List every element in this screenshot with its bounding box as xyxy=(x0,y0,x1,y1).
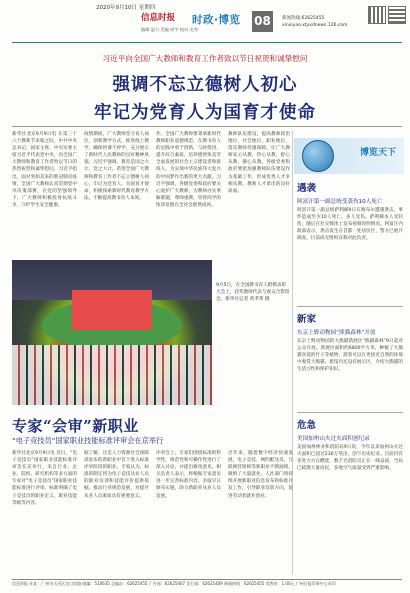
photo-crowd xyxy=(12,345,212,405)
photo-stage xyxy=(72,290,152,330)
header-divider xyxy=(12,42,402,43)
main-kicker: 习近平向全国广大教师和教育工作者致以节日祝贺和诚挚慰问 xyxy=(102,54,308,63)
sidebar-item3-body: 美国加州林业和消防局9日说，今年以来加州山火过火面积已超过230万英亩，创下历史纪录。目前仍有多处大火在燃烧，数千名消防员正在一线奋战，当局已疏散大量居民，多地空气质量受到严重影响。 xyxy=(297,445,403,472)
main-body-col1: 新华社北京9月9日电 在第三十六个教师节来临之际，中共中央总书记、国家主席、中央军委主席习近平代表党中央，向全国广大教师和教育工作者致以节日的热烈祝贺和诚挚慰问。习近平指出，面对突如其来的新冠肺炎疫情，全国广大教师认真贯彻党中央决策部署，在党的坚强领导下，广大教师积极投身抗疫斗争，守护学生安全健康。 xyxy=(12,132,77,208)
issue-date: 2020年9月10日 星期四 xyxy=(96,5,156,11)
headline-divider xyxy=(12,126,402,127)
lower-body-col4: 近年来，随着数字经济快速发展，电子竞技、网约配送员、互联网营销师等新职业不断涌现，吸纳了大量就业。人社部门将持续开展新职业信息发布和标准开发工作，引导职业培训方向，促进劳动者就业创业。 xyxy=(228,451,293,499)
main-body-col3: 作。全国广大教师要秉承新时代教师职业道德规范，在教书育人的实践中勇于创新，与时俱进，提升综合素质，培养德智体美劳全面发展的社会主义建设者和接班人，为实现中华民族伟大复兴的中国梦作出新的更大贡献。习近平强调，各级党委和政府要关心爱护广大教师，为教师办实事解难题，尊师重教、崇智尚学的浓厚氛围在全社会蔚然成风。 xyxy=(156,132,221,208)
sidebar-item2-head: 新家 xyxy=(297,314,317,325)
sidebar-divider-2 xyxy=(297,412,403,413)
photo-caption: 9月5日，在全国教书育人楷模表彰大会上，获奖教师代表与观众合影留念。新华社记者 黄孝邦 摄 xyxy=(216,283,290,303)
lower-body-col3: 评审会上，专家们围绕标准的科学性、规范性和可操作性进行了深入讨论，并提出修改意见。相关负责人表示，将根据专家意见进一步完善标准内容，争取早日颁布实施，助力新职业从业人员发展。 xyxy=(156,451,221,499)
section-title: 时政·博览 xyxy=(192,14,241,26)
qr-code-icon xyxy=(368,6,386,24)
main-body-col4: 教师队伍建设，提高教师政治地位、社会地位、职业地位，落实教师待遇保障，让广大教师安心从教、热心从教、舒心从教、静心从教。各级党委和政府要把加强教师队伍建设作为基础工作，形成优秀人才争相从教、教师人才辈出的良好局面。 xyxy=(228,132,290,194)
lower-body-col2: 据了解，这是人力资源社会保障部发布的新职业中首个进入标准评审阶段的职业。专家认为，标准的制定将为电子竞技从业人员的职业培训和技能评价提供依据，推动行业规范发展，对提升从业人员素质具有重要意义。 xyxy=(84,451,149,499)
main-headline-line1: 强调不忘立德树人初心 xyxy=(112,75,298,95)
sidebar-item1-head: 遇袭 xyxy=(297,183,317,194)
sidebar-divider-1 xyxy=(297,306,403,307)
lower-body-col1: 新华社北京9月9日电 近日，“电子竞技员”国家职业技能标准评审会在京举行，来自行业、企业、院校、研究机构等多方面的专家对“电子竞技员”国家职业技能标准进行评审。标准明确了电子竞技员的职业定义、职业技能等级等内容。 xyxy=(12,451,77,506)
news-hotline: 新闻热线:62625455 xyxy=(282,16,325,21)
page-header xyxy=(0,0,410,44)
sidebar-item3-sub: 美国加州山火过火面积创纪录 xyxy=(297,436,370,442)
qr-code-icon xyxy=(388,6,406,24)
sidebar-item1-sub: 阿富汗第一副总统受袭伤10人死亡 xyxy=(297,199,383,205)
lower-headline: 专家“会审”新职业 xyxy=(12,417,139,435)
sidebar-item2-sub: 东京上野动物园“熊猫森林”开放 xyxy=(297,330,376,336)
sidebar-title: 博览天下 xyxy=(360,148,397,158)
editor-credits: 编辑 温力 美编 胡宇 校对 龙秀 xyxy=(141,27,198,32)
sidebar-item1-body: 阿富汗第一副总统萨利赫9日在喀布尔遭遇袭击，事件造成至少10人死亡、多人受伤。萨利赫本人受轻伤，随后在社交媒体上发布视频说明情况。阿富汗内政部表示，袭击发生在首都一处居民区，警方已展开调查，目前尚无组织宣称对此负责。 xyxy=(297,208,403,242)
globe-icon xyxy=(302,140,334,172)
sidebar-item3-head: 危急 xyxy=(297,420,317,431)
footer-divider xyxy=(12,579,402,580)
main-body-col2: 疫情期间，广大教师坚守育人岗位，创新教学方式，推进线上教学，确保停课不停学，充分展示了新时代人民教师的良好精神风貌。习近平强调，教育是国之大计、党之大计。希望全国广大教师和教育工作者不忘立德树人初心，牢记为党育人、为国育才使命，积极探索新时代教育教学方法，不断提高教书育人本领。 xyxy=(84,132,149,201)
page-number: 08 xyxy=(252,11,273,32)
main-headline-line2: 牢记为党育人为国育才使命 xyxy=(94,103,316,123)
website: xinxiyao.xtyxdnews.126.com xyxy=(282,23,348,28)
newspaper-logo: 信息时报 xyxy=(141,13,176,23)
page-footer: 信息时报 社址：广州市天河区龙口西路 邮编：510635 总编办：62625455 广告部：62625407 发行部：62625409 新闻热线：62625455 零售价：1.00元 广州日报印务中心承印 xyxy=(12,581,336,586)
lower-subheadline: “电子竞技员”国家职业技能标准评审会在京举行 xyxy=(12,436,164,445)
news-photo xyxy=(12,260,212,405)
sidebar-item2-body: 东京上野动物园的大熊猫新展区“熊猫森林”9日起对公众开放。新展区面积约6800平方米，种植了大熊猫喜爱的竹子等植物，游客可以在更接近自然的环境中观赏大熊猫。新馆内还设有展示区，介绍大熊猫的生活习性和保护知识。 xyxy=(297,339,403,373)
